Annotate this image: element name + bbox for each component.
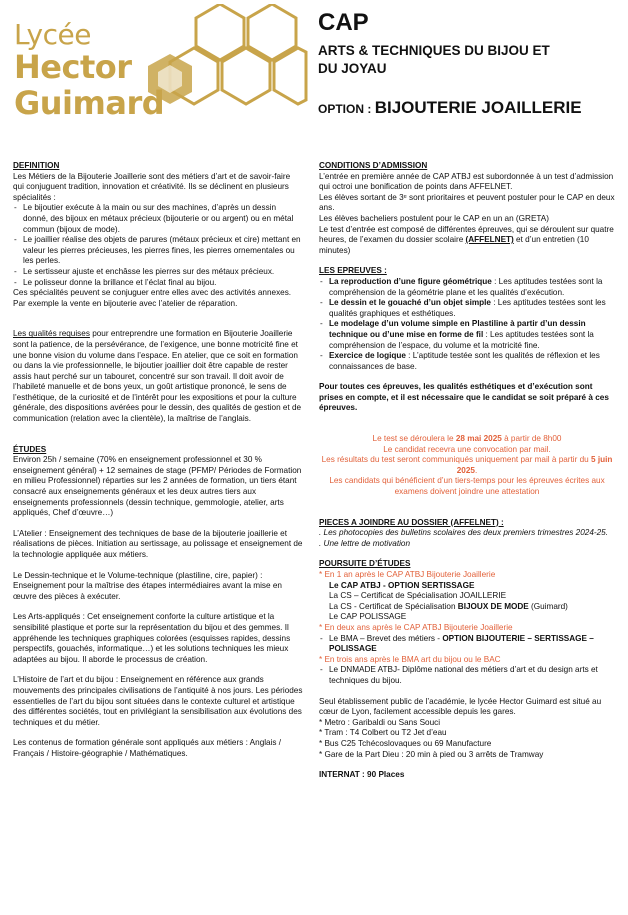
qualities-text: pour entreprendre une formation en Bijouterie Joaillerie sont la patience, de la persévérance, de l’exigence, une bonne motricité fine et une bonne vision du volume dans l’espace. En atelier, que ce soit en formation ou dans la vie professionnelle, le bijoutier joaillier doit être capable de rester assis haut perché sur un tabouret, concentré sur son travail. Il doit avoir de l’habileté manuelle et de bons yeux, un goût artistique prononcé, le sens de l’esthétique, de la curiosité et de l’intérêt pour les expositions et pour la culture générale, des dispositions avérées pour le dessin, des qualités de gestion et de communication (relation avec la clientèle), la maîtrise de l’anglais. — [13, 329, 302, 424]
formation-generale-paragraph: Les contenus de formation générale sont appliqués aux métiers : Anglais / Français / Histoire-géographie / Mathématiques. — [13, 738, 282, 758]
epreuves-heading: LES EPREUVES : — [319, 266, 387, 276]
epreuve-name: Le dessin et le gouaché d’un objet simple — [329, 298, 491, 308]
bma-text: Le BMA – Brevet des métiers - — [329, 633, 443, 643]
qualities-paragraph — [13, 329, 303, 424]
school-logo — [8, 4, 308, 122]
poursuite-2ans-label: * En deux ans après le CAP ATBJ Bijouterie Joaillerie — [319, 622, 513, 632]
admission-p3: Les élèves bacheliers postulent pour le CAP en un an (GRETA) — [319, 213, 549, 223]
list-item: - Le sertisseur ajuste et enchâsse les pierres sur des métaux précieux. — [13, 267, 303, 278]
right-column — [319, 161, 615, 781]
test-results-text: Les résultats du test seront communiqués uniquement par mail à partir du — [321, 455, 592, 465]
definition-intro: Les Métiers de la Bijouterie Joaillerie sont des métiers d’art et de savoir-faire qui conjuguent tradition, innovation et créativité. Ils se déclinent en plusieurs spécialités : — [13, 171, 291, 202]
list-item — [319, 277, 615, 298]
poursuite-2ans-list — [319, 634, 615, 655]
page-header — [318, 10, 618, 118]
affelnet-label: (AFFELNET) — [465, 235, 514, 245]
list-item — [319, 298, 615, 319]
poursuite-1an-label: * En 1 an après le CAP ATBJ Bijouterie Joaillerie — [319, 570, 496, 579]
poursuite-item-text: La CS - Certificat de Spécialisation — [329, 601, 458, 611]
transport-item: * Bus C25 Tchécoslovaques ou 69 Manufacture — [319, 738, 492, 748]
option-value: BIJOUTERIE JOAILLERIE — [374, 98, 582, 117]
specialties-list — [13, 203, 303, 288]
admission-p4-end: et d’un entretien (10 minutes) — [319, 235, 589, 255]
school-access: Seul établissement public de l’académie, le lycée Hector Guimard est situé au cœur de Lyon, facilement accessible depuis les gares. — [319, 696, 602, 717]
test-results — [319, 455, 615, 476]
internat-info: INTERNAT : 90 Places — [319, 770, 405, 780]
transport-item: * Metro : Garibaldi ou Sans Souci — [319, 717, 441, 727]
definition-heading: DEFINITION — [13, 161, 60, 170]
pieces-item: . Une lettre de motivation — [319, 538, 411, 548]
option-line — [318, 98, 618, 118]
test-convocation: Le candidat recevra une convocation par mail. — [383, 444, 551, 454]
epreuve-desc: : L’aptitude testée sont les qualités de réflexion et les connaissances de base. — [329, 351, 600, 371]
option-label: OPTION : — [318, 102, 372, 116]
histoire-paragraph: L’Histoire de l’art et du bijou : Enseignement en référence aux grands mouvements des principales civilisations de l’antiquité à nos jours. Les périodes essentielles de l’art du bijou sont situées dans le contexte culturel et artistique des différentes sociétés, tout en privilégiant la sensibilisation aux évolutions des techniques et du métier. — [13, 675, 303, 727]
list-item — [319, 351, 615, 372]
arts-paragraph: Les Arts-appliqués : Cet enseignement conforte la culture artistique et la sensibilité plastique et porte sur la représentation du bijou et des gemmes. Il appréhende les techniques graphiques colorées (esquisses rapides, dessins perspectifs, gouachés, informatique…) et les solutions techniques les mieux adaptées au bijou. Il aborde le processus de création. — [13, 612, 291, 664]
test-date: 28 mai 2025 — [455, 434, 502, 444]
etudes-heading: ÉTUDES — [13, 444, 47, 454]
admission-p1: L’entrée en première année de CAP ATBJ est subordonnée à un test d’admission qui octroi une bonification de points dans AFFELNET. — [319, 171, 614, 192]
epreuves-list — [319, 277, 615, 372]
page-subtitle: ARTS & TECHNIQUES DU BIJOU ET DU JOYAU — [318, 43, 550, 76]
poursuite-item: Le CAP POLISSAGE — [329, 612, 407, 622]
epreuve-name: La reproduction d’une figure géométrique — [329, 276, 492, 286]
pieces-heading: PIECES A JOINDRE AU DOSSIER (AFFELNET) : — [319, 517, 504, 527]
transport-item: * Tram : T4 Colbert ou T2 Jet d’eau — [319, 728, 447, 738]
page-title: CAP — [318, 9, 369, 36]
transport-item: * Gare de la Part Dieu : 20 min à pied ou 3 arrêts de Tramway — [319, 749, 544, 759]
left-column — [13, 161, 303, 760]
logo-line2: Hector — [14, 48, 132, 86]
atelier-paragraph: L’Atelier : Enseignement des techniques de base de la bijouterie joaillerie et réalisations de pièces. Initiation au sertissage, au polissage et enseignement de la technologie appliquée aux métiers. — [13, 528, 303, 559]
results-end: . — [474, 465, 478, 475]
epreuve-name: Exercice de logique — [329, 351, 406, 361]
test-info-block — [319, 434, 615, 498]
epreuve-desc: : Les aptitudes testées sont la compréhension de la géométrie plane et les qualités d’exécution. — [329, 276, 603, 297]
epreuve-name: Le modelage d’un volume simple en Plastiline à partir d’un dessin technique ou d’une mise en forme de fil — [329, 319, 586, 339]
epreuve-desc: : Les aptitudes testées sont la compréhension de l’espace, du volume et la motricité fine. — [329, 329, 594, 350]
poursuite-item — [319, 602, 615, 613]
dessin-paragraph: Le Dessin-technique et le Volume-technique (plastiline, cire, papier) : Enseignement pour la maîtrise des étapes intermédiaires avant la mise en œuvre des pièces à exécuter. — [13, 570, 282, 601]
poursuite-3ans-list — [319, 665, 615, 686]
admission-p4 — [319, 225, 615, 257]
pieces-item: . Les photocopies des bulletins scolaires des deux premiers trimestres 2024-25. — [319, 528, 608, 538]
test-date-text: Le test se déroulera le — [372, 434, 456, 444]
test-time: à partir de 8h00 — [501, 434, 562, 444]
poursuite-item-bold: BIJOUX DE MODE — [457, 601, 529, 611]
list-item — [319, 319, 615, 351]
poursuite-3ans-label: * En trois ans après le BMA art du bijou ou le BAC — [319, 654, 501, 664]
admission-p2: Les élèves sortant de 3ᵉ sont prioritaires et peuvent postuler pour le CAP en deux ans. — [319, 192, 615, 213]
results-date: 5 juin 2025 — [456, 455, 613, 475]
logo-line3: Guimard — [14, 84, 165, 122]
qualities-label: Les qualités requises — [13, 329, 90, 339]
list-item: - Le polisseur donne la brillance et l’éclat final au bijou. — [13, 278, 303, 289]
poursuite-item: Le CAP ATBJ - OPTION SERTISSAGE — [329, 580, 475, 590]
poursuite-heading: POURSUITE D’ÉTUDES — [319, 559, 411, 569]
list-item: - Le bijoutier exécute à la main ou sur des machines, d’après un dessin donné, des bijoux en métaux précieux (bijouterie or ou argent) ou en métal commun (bijoux de mode). — [13, 203, 303, 235]
epreuves-note: Pour toutes ces épreuves, les qualités esthétiques et d’exécution sont prises en compte, et il est nécessaire que le candidat se soit préparé à ces épreuves. — [319, 382, 609, 413]
list-item — [319, 634, 615, 655]
test-date-line — [319, 434, 615, 445]
poursuite-item: La CS – Certificat de Spécialisation JOAILLERIE — [329, 591, 507, 601]
test-tiers-temps: Les candidats qui bénéficient d’un tiers-temps pour les épreuves écrites aux examens doivent joindre une attestation — [329, 476, 605, 497]
poursuite-item-end: (Guimard) — [528, 601, 568, 611]
etudes-paragraph: Environ 25h / semaine (70% en enseignement professionnel et 30 % enseignement général) + 12 semaines de stage (PFMP/ Périodes de Formation en milieu Professionnel) réparties sur les 2 années de formation, un tiers étant consacré aux enseignements généraux et les deux autres tiers aux enseignements professionnels (dessin technique, gemmologie, atelier, arts appliqués, Chef d’œuvre…) — [13, 455, 302, 518]
definition-note: Ces spécialités peuvent se conjuguer entre elles avec des activités annexes. Par exemple la vente en bijouterie avec l’atelier de réparation. — [13, 288, 292, 308]
admission-p4-text: Le test d’entrée est composé de différentes épreuves, qui se déroulent sur quatre heures, de l’examen du dossier scolaire — [319, 224, 614, 245]
list-item: - Le joaillier réalise des objets de parures (métaux précieux et cire) mettant en valeur les pierres précieuses, les pierres fines, les pierres ornementales ou les perles. — [13, 235, 303, 267]
admission-heading: CONDITIONS D’ADMISSION — [319, 161, 428, 170]
logo-line1: Lycée — [14, 18, 91, 51]
epreuve-desc: : Les aptitudes testées sont les qualités graphiques et esthétiques. — [329, 298, 606, 318]
list-item: - Le DNMADE ATBJ- Diplôme national des métiers d’art et du design arts et techniques du bijou. — [319, 665, 615, 686]
bma-option: OPTION BIJOUTERIE – SERTISSAGE – POLISSAGE — [329, 633, 594, 654]
